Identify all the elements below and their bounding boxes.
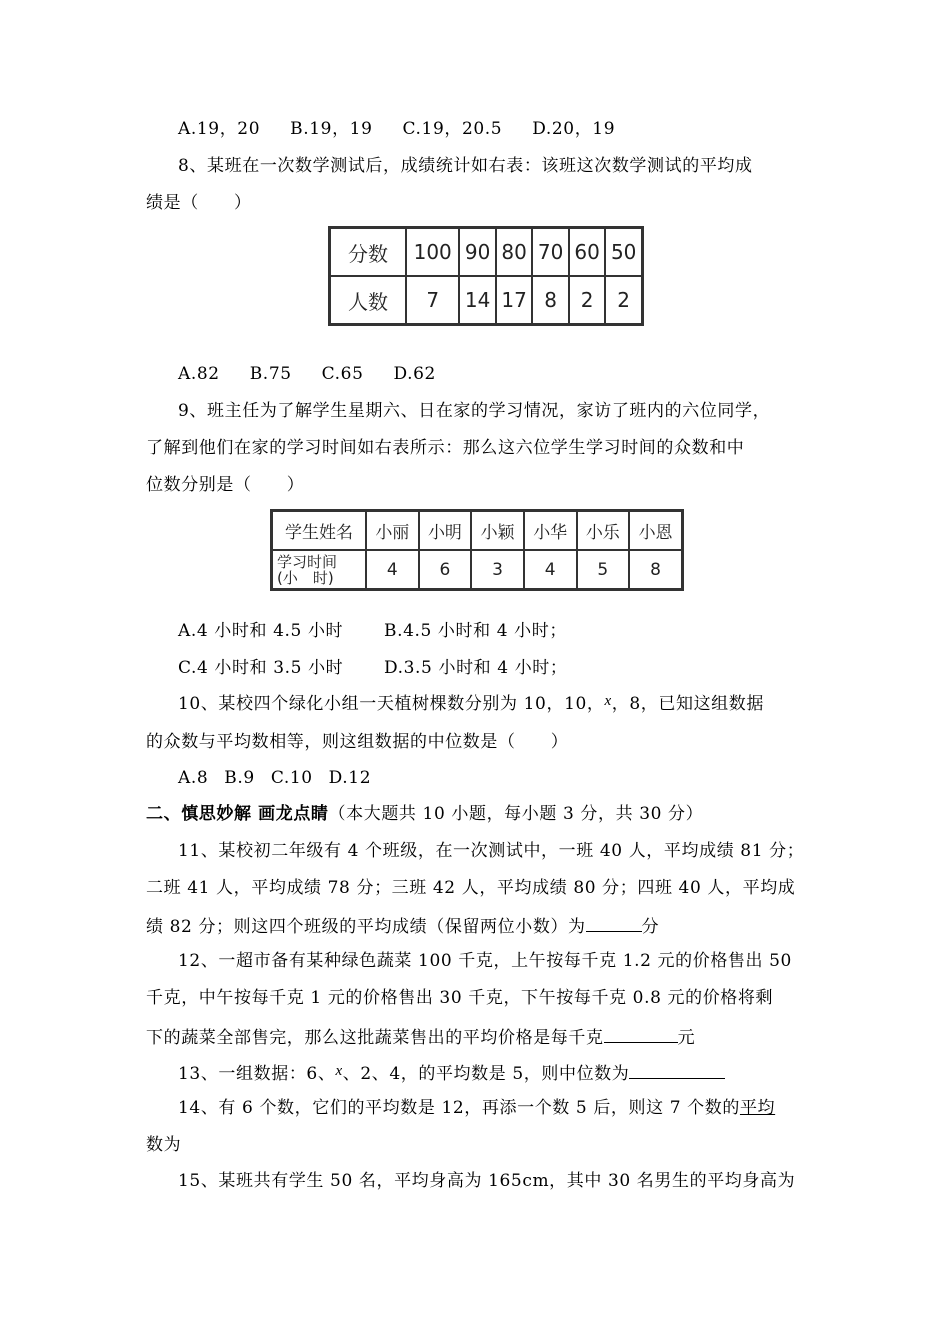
q14-line-2: 数为 xyxy=(146,1135,182,1155)
q9-hours-header xyxy=(272,550,367,590)
q8-count-cell: 8 xyxy=(532,276,568,325)
q7-option-a: A.19，20 xyxy=(178,119,261,139)
q14-line-1-text: 14、有 6 个数，它们的平均数是 12，再添一个数 5 后，则这 7 个数的 xyxy=(178,1098,740,1118)
q9-name-cell: 小乐 xyxy=(577,511,630,551)
q10-option-a: A.8 xyxy=(178,768,209,788)
q9-hours-header-line-2: (小 时) xyxy=(277,568,334,587)
section-2-title: 二、慎思妙解 画龙点睛 xyxy=(146,804,329,824)
q9-hours-row xyxy=(272,550,683,590)
q8-score-row xyxy=(330,228,643,277)
q9-name-cell: 小明 xyxy=(419,511,472,551)
q10-variable-x: x xyxy=(604,693,612,709)
q11-line-1: 11、某校初二年级有 4 个班级，在一次测试中，一班 40 人，平均成绩 81 分； xyxy=(178,841,805,861)
q8-count-row xyxy=(330,276,643,325)
q8-option-b: B.75 xyxy=(249,364,292,384)
q9-hours-header-line-1: 学习时间 xyxy=(277,552,338,571)
section-2-note: （本大题共 10 小题，每小题 3 分，共 30 分） xyxy=(328,804,704,824)
q10-line-2: 的众数与平均数相等，则这组数据的中位数是（ ） xyxy=(146,732,569,752)
q8-count-cell: 7 xyxy=(406,276,459,325)
q8-count-cell: 2 xyxy=(605,276,642,325)
q9-name-cell: 小恩 xyxy=(629,511,682,551)
q10-options xyxy=(178,767,371,789)
q9-name-header: 学生姓名 xyxy=(272,511,367,551)
q8-score-cell: 60 xyxy=(569,228,605,277)
q9-hours-cell: 6 xyxy=(419,550,472,590)
q9-options-row-1 xyxy=(178,620,567,642)
q7-options xyxy=(178,118,615,140)
q9-hours-cell: 4 xyxy=(524,550,577,590)
q8-score-cell: 50 xyxy=(605,228,642,277)
q11-line-2: 二班 41 人，平均成绩 78 分；三班 42 人，平均成绩 80 分；四班 40 人，平均成 xyxy=(146,878,796,898)
q10-line-1 xyxy=(178,693,764,716)
q9-name-cell: 小丽 xyxy=(366,511,419,551)
q9-hours-cell: 4 xyxy=(366,550,419,590)
q8-count-cell: 2 xyxy=(569,276,605,325)
q9-hours-cell: 8 xyxy=(629,550,682,590)
q12-unit: 元 xyxy=(677,1028,696,1048)
q9-option-b: B.4.5 小时和 4 小时； xyxy=(384,621,567,641)
q12-line-2: 千克，中午按每千克 1 元的价格售出 30 千克，下午按每千克 0.8 元的价格将剩 xyxy=(146,988,774,1008)
q10-line-1-end: ，8，已知这组数据 xyxy=(611,694,764,714)
q9-option-c: C.4 小时和 3.5 小时 xyxy=(178,658,344,678)
q8-score-header: 分数 xyxy=(330,228,407,277)
q8-score-cell: 90 xyxy=(459,228,495,277)
q14-line-1 xyxy=(178,1097,775,1119)
q13-answer-blank[interactable] xyxy=(629,1060,725,1079)
q9-line-1: 9、班主任为了解学生星期六、日在家的学习情况，家访了班内的六位同学， xyxy=(178,401,771,421)
q9-option-a: A.4 小时和 4.5 小时 xyxy=(178,621,344,641)
q11-line-3-text: 绩 82 分；则这四个班级的平均成绩（保留两位小数）为 xyxy=(146,917,586,937)
q8-count-header: 人数 xyxy=(330,276,407,325)
q10-line-1-start: 10、某校四个绿化小组一天植树棵数分别为 10，10， xyxy=(178,694,605,714)
q8-score-table xyxy=(328,226,644,326)
q7-option-d: D.20，19 xyxy=(532,119,616,139)
q12-line-3 xyxy=(146,1024,695,1049)
q8-options xyxy=(178,363,436,385)
q11-answer-blank[interactable] xyxy=(586,913,642,932)
q8-option-d: D.62 xyxy=(393,364,436,384)
q12-line-3-text: 下的蔬菜全部售完，那么这批蔬菜售出的平均价格是每千克 xyxy=(146,1028,604,1048)
q8-line-2: 绩是（ ） xyxy=(146,193,252,213)
q9-line-2: 了解到他们在家的学习时间如右表所示：那么这六位学生学习时间的众数和中 xyxy=(146,438,745,458)
section-2-heading xyxy=(146,803,703,825)
q13-variable-x: x xyxy=(335,1063,343,1079)
q7-option-c: C.19，20.5 xyxy=(402,119,503,139)
q8-score-cell: 80 xyxy=(496,228,532,277)
q10-option-b: B.9 xyxy=(224,768,255,788)
q9-name-cell: 小颖 xyxy=(471,511,524,551)
q9-option-d: D.3.5 小时和 4 小时； xyxy=(384,658,568,678)
q7-option-b: B.19，19 xyxy=(290,119,373,139)
q12-line-1: 12、一超市备有某种绿色蔬菜 100 千克，上午按每千克 1.2 元的价格售出 50 xyxy=(178,951,792,971)
q9-line-3: 位数分别是（ ） xyxy=(146,475,305,495)
q11-unit: 分 xyxy=(641,917,660,937)
q15-line-1: 15、某班共有学生 50 名，平均身高为 165cm，其中 30 名男生的平均身高为 xyxy=(178,1171,796,1191)
q10-option-c: C.10 xyxy=(270,768,313,788)
q9-hours-cell: 3 xyxy=(471,550,524,590)
q9-options-row-2 xyxy=(178,657,568,679)
q9-hours-cell: 5 xyxy=(577,550,630,590)
q8-option-a: A.82 xyxy=(178,364,220,384)
q8-line-1: 8、某班在一次数学测试后，成绩统计如右表：该班这次数学测试的平均成 xyxy=(178,156,753,176)
q8-count-cell: 17 xyxy=(496,276,532,325)
q9-study-time-table xyxy=(270,509,684,591)
q9-name-row xyxy=(272,511,683,551)
q8-option-c: C.65 xyxy=(321,364,364,384)
q13-line-end: 、2、4，的平均数是 5，则中位数为 xyxy=(342,1064,630,1084)
q8-score-cell: 70 xyxy=(532,228,568,277)
q10-option-d: D.12 xyxy=(328,768,372,788)
q12-answer-blank[interactable] xyxy=(604,1024,678,1043)
q13-line-start: 13、一组数据：6、 xyxy=(178,1064,336,1084)
q8-count-cell: 14 xyxy=(459,276,495,325)
q9-name-cell: 小华 xyxy=(524,511,577,551)
q13-line xyxy=(178,1060,725,1086)
q14-line-1-end: 平均 xyxy=(739,1098,776,1118)
q11-line-3 xyxy=(146,913,659,938)
q8-score-cell: 100 xyxy=(406,228,459,277)
